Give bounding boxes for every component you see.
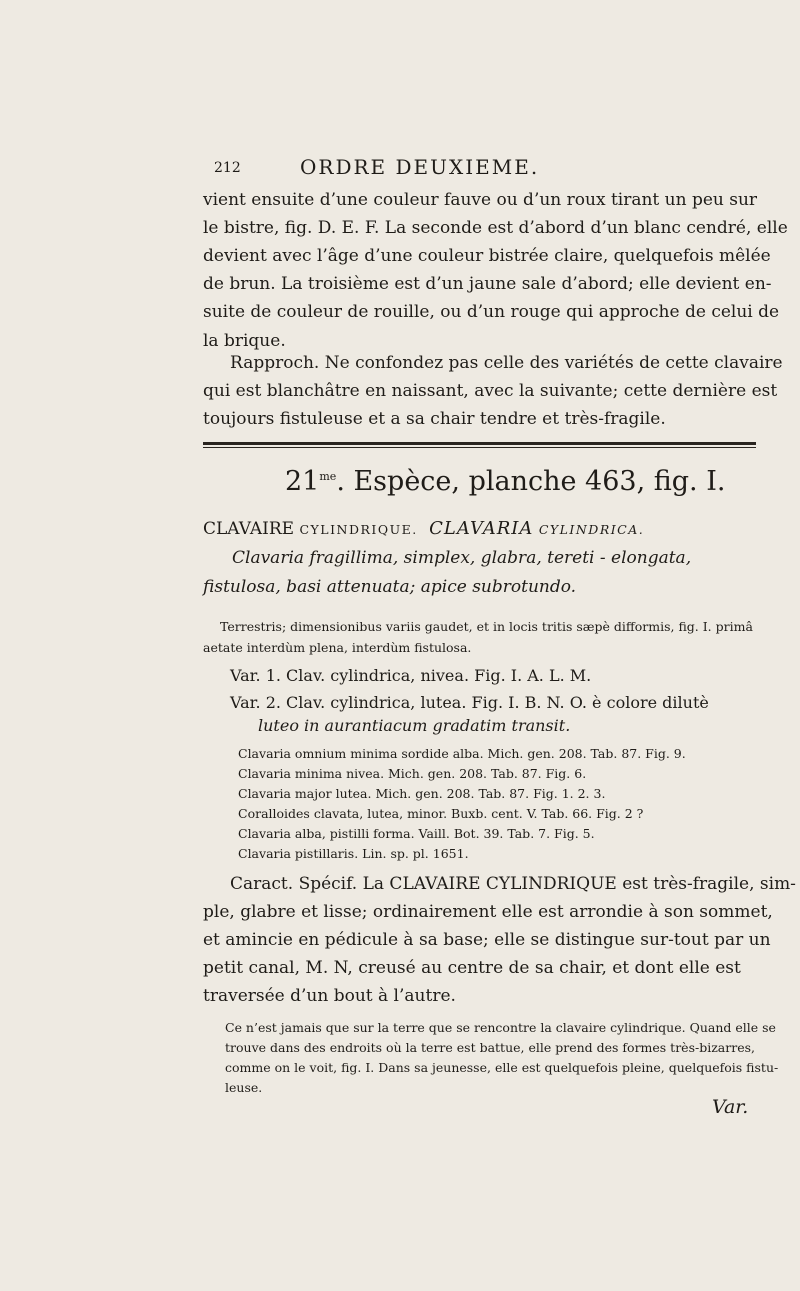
running-title: ORDRE DEUXIEME. [300, 155, 540, 179]
section-rule-thin [203, 447, 756, 448]
text-line: suite de couleur de rouille, ou d’un rouge qui approche de celui de [203, 302, 780, 322]
synonym-line: Clavaria omnium minima sordide alba. Mich. gen. 208. Tab. 87. Fig. 9. [238, 746, 686, 761]
catchword: Var. [712, 1096, 749, 1118]
caract-line: et amincie en pédicule à sa base; elle se distingue sur-tout par un [203, 930, 771, 950]
page-number: 212 [214, 160, 241, 176]
note-line: leuse. [225, 1080, 263, 1095]
habitat-line: aetate interdùm plena, interdùm fistulosa. [203, 640, 472, 655]
text-line: vient ensuite d’une couleur fauve ou d’un roux tirant un peu sur [203, 190, 758, 210]
latin-description-line: fistulosa, basi attenuata; apice subrotundo. [203, 577, 577, 597]
variety-line: Var. 1. Clav. cylindrica, nivea. Fig. I. A. L. M. [230, 666, 592, 685]
synonym-line: Clavaria pistillaris. Lin. sp. pl. 1651. [238, 846, 469, 861]
rapproch-line: Rapproch. Ne confondez pas celle des variétés de cette clavaire [230, 353, 783, 373]
caract-line: Caract. Spécif. La CLAVAIRE CYLINDRIQUE est très-fragile, sim- [230, 874, 796, 894]
synonym-line: Clavaria major lutea. Mich. gen. 208. Tab. 87. Fig. 1. 2. 3. [238, 786, 606, 801]
note-line: comme on le voit, fig. I. Dans sa jeunesse, elle est quelquefois pleine, quelquefois fistu- [225, 1060, 779, 1075]
rapproch-line: qui est blanchâtre en naissant, avec la suivante; cette dernière est [203, 381, 778, 401]
variety-line: luteo in aurantiacum gradatim transit. [258, 716, 571, 735]
text-line: le bistre, fig. D. E. F. La seconde est d’abord d’un blanc cendré, elle [203, 218, 788, 238]
synonym-line: Clavaria alba, pistilli forma. Vaill. Bot. 39. Tab. 7. Fig. 5. [238, 826, 595, 841]
synonym-line: Clavaria minima nivea. Mich. gen. 208. Tab. 87. Fig. 6. [238, 766, 587, 781]
species-name: CLAVAIRE CYLINDRIQUE. CLAVARIA CYLINDRICA. [203, 518, 645, 539]
synonym-line: Coralloides clavata, lutea, minor. Buxb. cent. V. Tab. 66. Fig. 2 ? [238, 806, 644, 821]
note-line: trouve dans des endroits où la terre est battue, elle prend des formes très-bizarres, [225, 1040, 755, 1055]
rapproch-line: toujours fistuleuse et a sa chair tendre et très-fragile. [203, 409, 666, 429]
text-line: de brun. La troisième est d’un jaune sale d’abord; elle devient en- [203, 274, 772, 294]
caract-line: traversée d’un bout à l’autre. [203, 986, 456, 1006]
variety-line: Var. 2. Clav. cylindrica, lutea. Fig. I. B. N. O. è colore dilutè [230, 693, 709, 712]
note-line: Ce n’est jamais que sur la terre que se rencontre la clavaire cylindrique. Quand elle se [225, 1020, 776, 1035]
species-heading: $21^{me}$. Espèce, planche 463, fig. I. [285, 466, 726, 497]
section-rule [203, 442, 756, 445]
latin-description-line: Clavaria fragillima, simplex, glabra, tereti - elongata, [232, 548, 692, 568]
text-line: la brique. [203, 331, 286, 351]
text-line: devient avec l’âge d’une couleur bistrée claire, quelquefois mêlée [203, 246, 771, 266]
caract-line: petit canal, M. N, creusé au centre de sa chair, et dont elle est [203, 958, 741, 978]
habitat-line: Terrestris; dimensionibus variis gaudet, et in locis tritis sæpè difformis, fig. I. primâ [220, 619, 753, 634]
caract-line: ple, glabre et lisse; ordinairement elle est arrondie à son sommet, [203, 902, 773, 922]
